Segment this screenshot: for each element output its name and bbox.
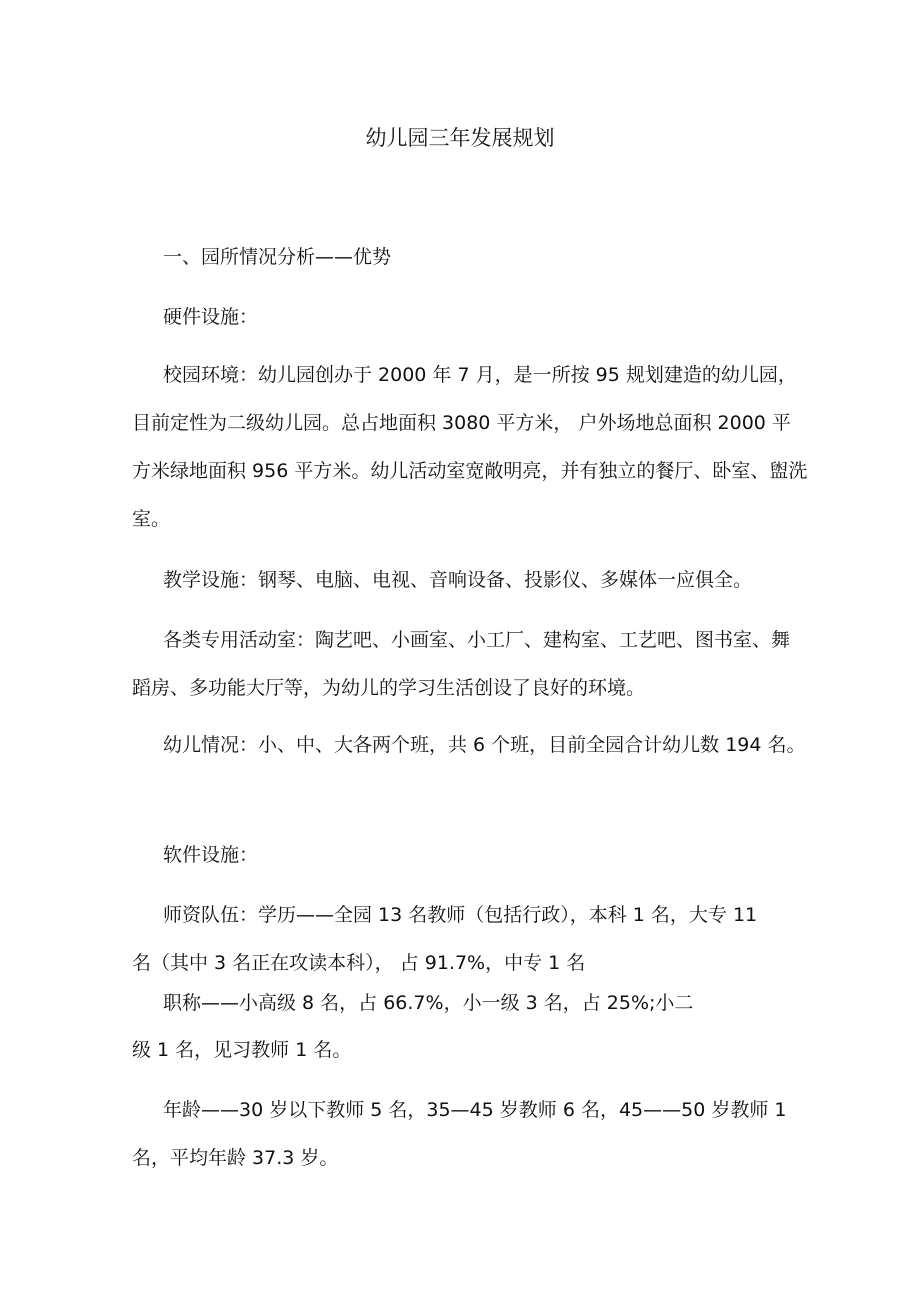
age-info-paragraph: 年龄——30 岁以下教师 5 名，35—45 岁教师 6 名，45——50 岁教师 1 名，平均年龄 37.3 岁。: [132, 1099, 787, 1169]
special-rooms-paragraph: 各类专用活动室：陶艺吧、小画室、小工厂、建构室、工艺吧、图书室、舞蹈房、多功能大厅等，为幼儿的学习生活创设了良好的环境。: [132, 629, 791, 699]
faculty-line-1: 师资队伍：学历——全园 13 名教师（包括行政），本科 1 名，大专 11: [163, 904, 758, 926]
professional-title-line-1: 职称——小高级 8 名，占 66.7%，小一级 3 名，占 25%;小二: [163, 992, 694, 1014]
teaching-facilities-paragraph: 教学设施：钢琴、电脑、电视、音响设备、投影仪、多媒体一应俱全。: [163, 569, 753, 591]
children-info-paragraph: 幼儿情况：小、中、大各两个班，共 6 个班，目前全园合计幼儿数 194 名。: [163, 734, 806, 756]
faculty-line-2: 名（其中 3 名正在攻读本科）， 占 91.7%，中专 1 名: [132, 952, 586, 974]
software-heading: 软件设施：: [163, 844, 259, 866]
section-heading: 一、园所情况分析——优势: [163, 246, 392, 268]
professional-title-line-2: 级 1 名，见习教师 1 名。: [132, 1039, 352, 1061]
campus-environment-paragraph: 校园环境：幼儿园创办于 2000 年 7 月，是一所按 95 规划建造的幼儿园，目前定性为二级幼儿园。总占地面积 3080 平方米， 户外场地总面积 2000 平方米绿地面积 956 平方米。幼儿活动室宽敞明亮，并有独立的餐厅、卧室、盥洗室。: [132, 364, 808, 530]
hardware-heading: 硬件设施：: [163, 306, 259, 328]
document-title: 幼儿园三年发展规划: [365, 126, 555, 150]
